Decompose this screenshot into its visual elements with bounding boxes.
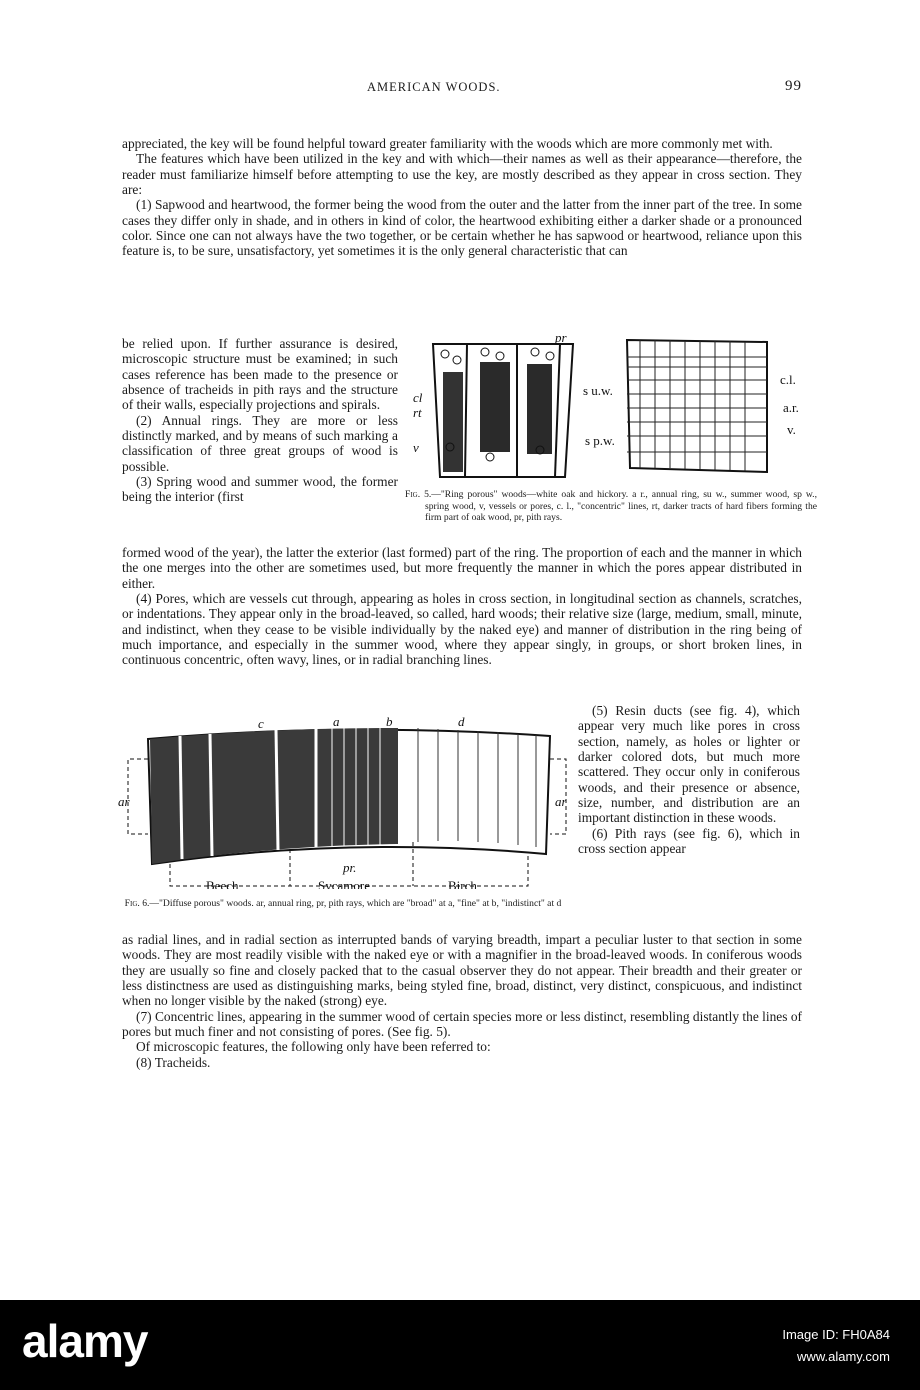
fig5-label-pr: pr: [555, 332, 567, 345]
fig6-caption-text: —"Diffuse porous" woods. ar, annual ring, pr, pith rays, which are "broad" at a, "fine" at b, "indistinct" at d: [149, 898, 562, 909]
fig5-caption-lead: Fig. 5.: [405, 489, 432, 500]
fig5-label-ar: a.r.: [783, 400, 799, 415]
fig5-label-cl-right: c.l.: [780, 372, 796, 387]
paragraph: (1) Sapwood and heartwood, the former being the wood from the outer and the latter from the inner part of the tree. In some cases they differ only in shade, and in others in kind of color, the heartwood exhibiting either a darker shade or a pronounced color. Since one can not always have the two together, or be certain whether he has sapwood or heartwood, reliance upon this feature is, to be sure, unsatisfactory, yet sometimes it is the only general characteristic that can: [122, 197, 802, 259]
running-title: AMERICAN WOODS.: [367, 80, 501, 94]
oak-section-drawing: [413, 332, 573, 477]
fig6-wood-birch: Birch: [448, 878, 477, 889]
paragraph: (6) Pith rays (see fig. 6), which in cross section appear: [578, 825, 800, 857]
page-number: 99: [785, 78, 802, 94]
alamy-logo: alamy: [22, 1315, 148, 1367]
image-id-info: [782, 1324, 890, 1368]
fig5-label-suw: s u.w.: [583, 383, 613, 398]
figure-5: [405, 332, 817, 532]
paragraph: (2) Annual rings. They are more or less distinctly marked, and by means of such marking a classification of three great groups of wood is possible.: [122, 412, 398, 474]
running-header: [122, 80, 802, 98]
figure-6-caption: [118, 898, 568, 910]
figure-5-illustration: [405, 332, 803, 482]
paragraph: be relied upon. If further assurance is desired, microscopic structure must be examined; in such cases reference has been made to the presence or absence of tracheids in pith rays and the structure of their walls, especially projections and spirals.: [122, 336, 398, 413]
fig6-wood-sycamore: Sycamore: [318, 878, 370, 889]
figure-6-illustration: [118, 714, 573, 889]
fig6-label-pr: pr.: [343, 860, 357, 875]
text-block-middle: [122, 545, 802, 668]
paragraph: formed wood of the year), the latter the exterior (last formed) part of the ring. The proportion of each and the manner in which the one merges into the other are sometimes used, but more frequently the manner in which the pores appear distributed in either.: [122, 545, 802, 591]
fig5-label-cl: cl: [413, 390, 423, 405]
watermark-url: www.alamy.com: [797, 1349, 890, 1364]
paragraph: (7) Concentric lines, appearing in the summer wood of certain species more or less distinct, resembling distantly the lines of pores but much finer and not consisting of pores. (See fig. 5).: [122, 1008, 802, 1040]
fig6-label-ar-left: ar: [118, 794, 130, 809]
fig5-label-spw: s p.w.: [585, 433, 615, 448]
fig6-label-c: c: [258, 716, 264, 731]
fig6-label-d: d: [458, 714, 465, 729]
fig6-label-a: a: [333, 714, 340, 729]
fig6-label-ar-right: ar: [555, 794, 567, 809]
paragraph: (8) Tracheids.: [136, 1054, 211, 1070]
paragraph: (5) Resin ducts (see fig. 4), which appear very much like pores in cross section, namely, as holes or lighter or darker colored dots, but much more scattered. They occur only in coniferous woods, and their presence or absence, size, number, and distribution are an important distinction in these woods.: [578, 703, 800, 826]
fig5-caption-text: —"Ring porous" woods—white oak and hickory. a r., annual ring, su w., summer wood, sp w., spring wood, v, vessels or pores, c. l., "concentric" lines, rt, darker tracts of hard fibers forming the firm part of oak wood, pr, pith rays.: [425, 489, 817, 523]
paragraph: appreciated, the key will be found helpful toward greater familiarity with the woods which are more commonly met with.: [122, 136, 773, 151]
watermark-bar: [0, 1300, 920, 1390]
fig6-caption-lead: Fig. 6.: [124, 898, 150, 909]
fig6-wood-beech: Beech: [206, 878, 239, 889]
figure-6: [118, 714, 573, 924]
text-block-final: [122, 932, 802, 1070]
paragraph: as radial lines, and in radial section as interrupted bands of varying breadth, impart a peculiar luster to that section in some woods. They are most readily visible with the naked eye or with a magnifier in the broad-leaved woods. In coniferous woods they are usually so fine and closely packed that to the casual observer they do not appear. Their breadth and their greater or less distinctness are used as distinguishing marks, being styled fine, broad, distinct, very distinct, conspicuous, and indistinct when no longer visible by the naked (strong) eye.: [122, 932, 802, 1009]
image-id: Image ID: FH0A84: [782, 1327, 890, 1342]
text-block-right-column: [578, 703, 800, 856]
fig5-label-v: v: [413, 440, 419, 455]
hickory-section-drawing: [583, 340, 799, 472]
text-block-intro: [122, 136, 802, 259]
fig5-label-v-right: v.: [787, 422, 796, 437]
paragraph: Of microscopic features, the following only have been referred to:: [136, 1039, 491, 1055]
text-block-left-column: [122, 336, 398, 505]
fig5-label-rt: rt: [413, 405, 422, 420]
paragraph: (4) Pores, which are vessels cut through, appearing as holes in cross section, in longitudinal section as channels, scratches, or indentations. They appear only in the broad-leaved, so called, hard woods; their relative size (large, medium, small, minute, and indistinct, when they cease to be visible individually by the naked eye) and manner of distribution in the ring being of much importance, and especially in the summer wood, where they appear singly, in groups, or short broken lines, in continuous concentric, often wavy, lines, or in radial branching lines.: [122, 591, 802, 668]
fig6-label-b: b: [386, 714, 393, 729]
paragraph: (3) Spring wood and summer wood, the former being the interior (first: [122, 474, 398, 505]
paragraph: The features which have been utilized in the key and with which—their names as well as their appearance—therefore, the reader must familiarize himself before attempting to use the key, are mostly described as they appear in cross section. They are:: [122, 151, 802, 198]
figure-5-caption: [405, 489, 817, 524]
